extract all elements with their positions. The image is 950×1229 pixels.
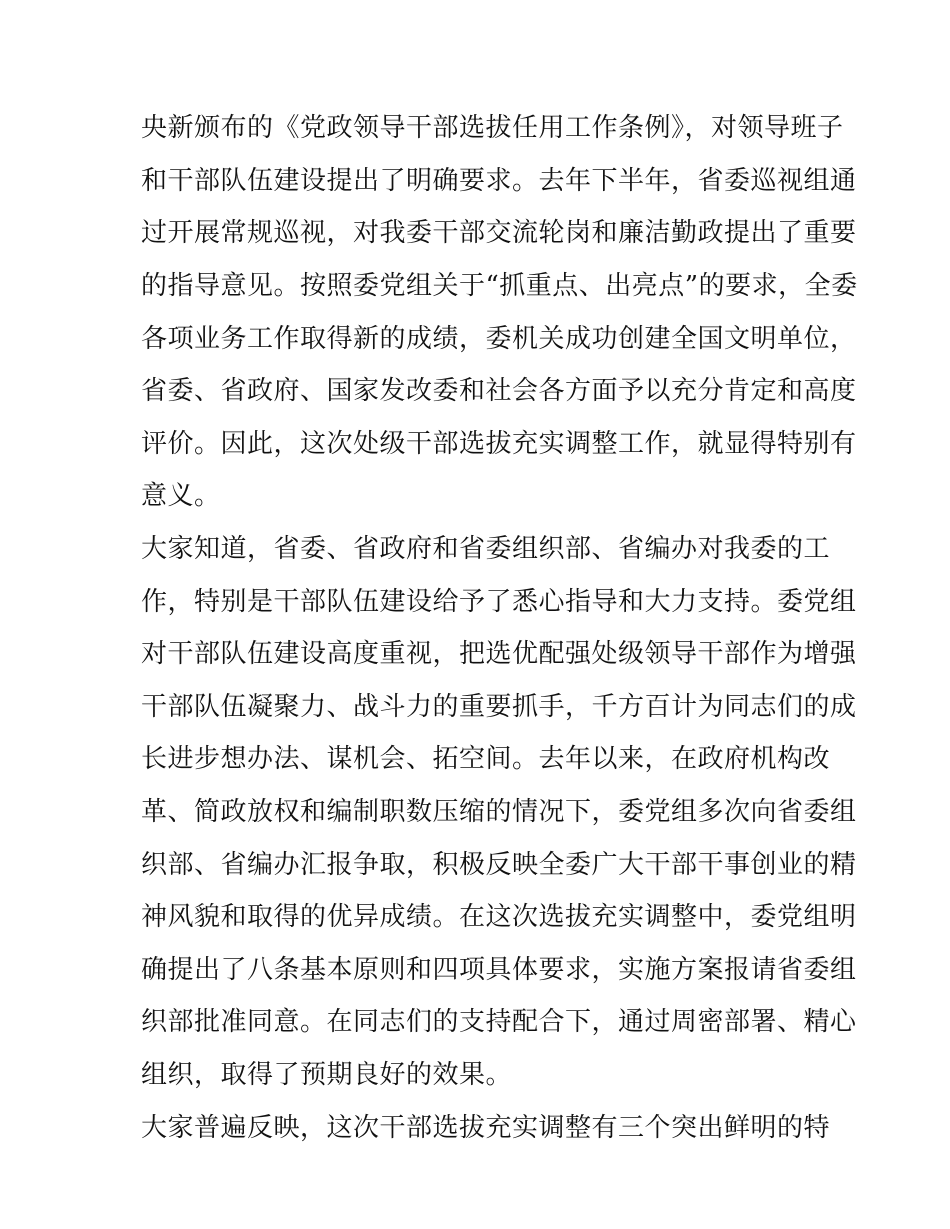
text-line: 干部队伍凝聚力、战斗力的重要抓手，千方百计为同志们的成 (141, 692, 857, 722)
text-line: 意义。 (141, 481, 221, 511)
text-line: 各项业务工作取得新的成绩，委机关成功创建全国文明单位， (141, 324, 857, 354)
text-line: 和干部队伍建设提出了明确要求。去年下半年，省委巡视组通 (141, 166, 857, 196)
text-line: 确提出了八条基本原则和四项具体要求，实施方案报请省委组 (141, 955, 857, 985)
text-line: 组织，取得了预期良好的效果。 (141, 1060, 513, 1090)
text-line: 织部批准同意。在同志们的支持配合下，通过周密部署、精心 (141, 1007, 857, 1037)
text-line: 央新颁布的《党政领导干部选拔任用工作条例》，对领导班子 (141, 113, 844, 143)
text-line: 省委、省政府、国家发改委和社会各方面予以充分肯定和高度 (141, 376, 857, 406)
text-line: 织部、省编办汇报争取，积极反映全委广大干部干事创业的精 (141, 850, 857, 880)
text-line: 长进步想办法、谋机会、拓空间。去年以来，在政府机构改 (141, 744, 831, 774)
text-line: 大家普遍反映，这次干部选拔充实调整有三个突出鲜明的特 (141, 1113, 831, 1143)
text-line: 对干部队伍建设高度重视，把选优配强处级领导干部作为增强 (141, 639, 857, 669)
text-line: 的指导意见。按照委党组关于“抓重点、出亮点”的要求，全委 (141, 271, 858, 301)
text-line: 大家知道，省委、省政府和省委组织部、省编办对我委的工 (141, 534, 831, 564)
text-line: 评价。因此，这次处级干部选拔充实调整工作，就显得特别有 (141, 429, 857, 459)
text-line: 革、简政放权和编制职数压缩的情况下，委党组多次向省委组 (141, 797, 857, 827)
text-line: 神风貌和取得的优异成绩。在这次选拔充实调整中，委党组明 (141, 902, 857, 932)
text-line: 作，特别是干部队伍建设给予了悉心指导和大力支持。委党组 (141, 587, 857, 617)
text-line: 过开展常规巡视，对我委干部交流轮岗和廉洁勤政提出了重要 (141, 218, 857, 248)
